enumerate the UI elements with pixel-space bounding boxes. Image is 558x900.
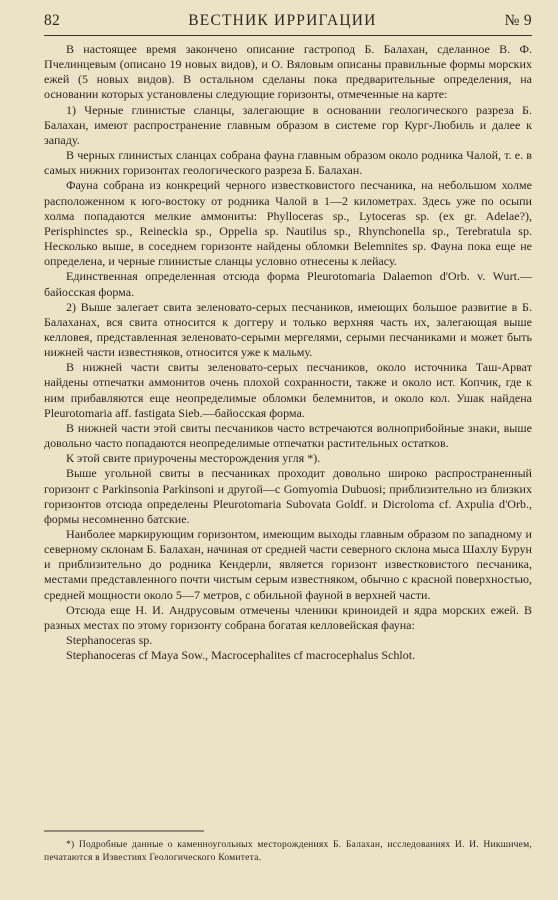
paragraph: К этой свите приурочены месторождения угля *). <box>66 451 321 466</box>
species-item: Stephanoceras sp. <box>66 633 153 648</box>
issue-number: № 9 <box>504 12 532 29</box>
paragraph: 1) Черные глинистые сланцы, залегающие в основании геологического разреза Б. Балахан, имеют распространение главным образом в системе гор Кург-Любиль и далее к западу. <box>44 102 532 147</box>
paragraph: Отсюда еще Н. И. Андрусовым отмечены членики криноидей и ядра морских ежей. В разных местах по этому горизонту собрана богатая келловейская фауна: <box>44 602 532 632</box>
page-number: 82 <box>44 12 61 29</box>
paragraph: В настоящее время закончено описание гастропод Б. Балахан, сделанное В. Ф. Пчелинцевым (описано 19 новых видов), и О. Вяловым описаны правильные формы морских ежей (5 новых видов). В остальном сделаны пока предварительные определения, на основании которых установлены следующие горизонты, отмеченные на карте: <box>44 42 532 102</box>
footnote-text: *) Подробные данные о каменноугольных месторождениях Б. Балахан, исследованиях И. И. Никшичем, печатаются в Известиях Геологического Комитета. <box>44 839 532 863</box>
article-body <box>44 42 532 663</box>
running-header <box>44 12 532 34</box>
paragraph: В черных глинистых сланцах собрана фауна главным образом около родника Чалой, т. е. в самых нижних горизонтах геологического разреза Б. Балахан. <box>44 148 532 178</box>
footnote <box>44 839 532 864</box>
paragraph: В нижней части этой свиты песчаников часто встречаются волноприбойные знаки, выше довольно часто попадаются неопределимые отпечатки растительных остатков. <box>44 420 532 451</box>
paragraph: Наиболее маркирующим горизонтом, имеющим выходы главным образом по западному и северному склонам Б. Балахан, начиная от средней части северного склона мыса Шахлу Бурун и приблизительно до родника Кендерли, является горизонт известковистого песчаника, местами представленного почти чистым серым известняком, обычно с красной поверхностью, средней мощности около 5—7 метров, с обильной фауной в верхней части. <box>44 527 532 602</box>
paragraph: Единственная определенная отсюда форма Pleurotomaria Dalaemon d'Orb. v. Wurt.—байосская форма. <box>44 269 532 299</box>
paragraph: 2) Выше залегает свита зеленовато-серых песчаников, имеющих большое развитие в Б. Балаханах, вся свита относится к доггеру и только верхняя часть их, залегающая выше келловея, представленная зеленовато-серыми мергелями, серыми песчаниками и может быть нижней части известняков, относится уже к мальму. <box>44 299 532 360</box>
paragraph: В нижней части свиты зеленовато-серых песчаников, около источника Таш-Арват найдены отпечатки аммонитов очень плохой сохранности, также и около ист. Копчик, где к ним прибавляются еще неопределимые обломки белемнитов, и около кол. Ушак найдена Pleurotomaria aff. fastigata Sieb.—байосская форма. <box>44 360 532 420</box>
paragraph: Выше угольной свиты в песчаниках проходит довольно широко распространенный горизонт с Parkinsonia Parkinsoni и другой—с Gomyomia Dubuosi; приблизительно из близких горизонтов отсюда определены Pleurotomaria Subovata Goldf. и Dicroloma cf. Axpulia d'Orb., формы несомненно батские. <box>44 466 532 526</box>
header-rule <box>44 35 532 36</box>
paragraph: Фауна собрана из конкреций черного известковистого песчаника, на небольшом холме расположенном к юго-востоку от родника Чалой в 1—2 километрах. Здесь уже по осыпи холма попадаются мелкие аммониты: Phylloceras sp., Lytoceras sp. (ex gr. Adelae?), Perisphinctes sp., Reineckia sp., Oppelia sp. Nautilus sp., Rhynchonella sp., Terebratula sp. Несколько выше, в соседнем горизонте найдены обломки Belemnites sp. Фауна пока еще не определена, и черные глинистые сланцы условно отнесены к лейасу. <box>44 178 532 269</box>
species-item: Stephanoceras cf Maya Sow., Macrocephalites cf macrocephalus Schlot. <box>66 648 416 663</box>
journal-title: ВЕСТНИК ИРРИГАЦИИ <box>188 12 377 29</box>
footnote-rule <box>44 830 530 832</box>
